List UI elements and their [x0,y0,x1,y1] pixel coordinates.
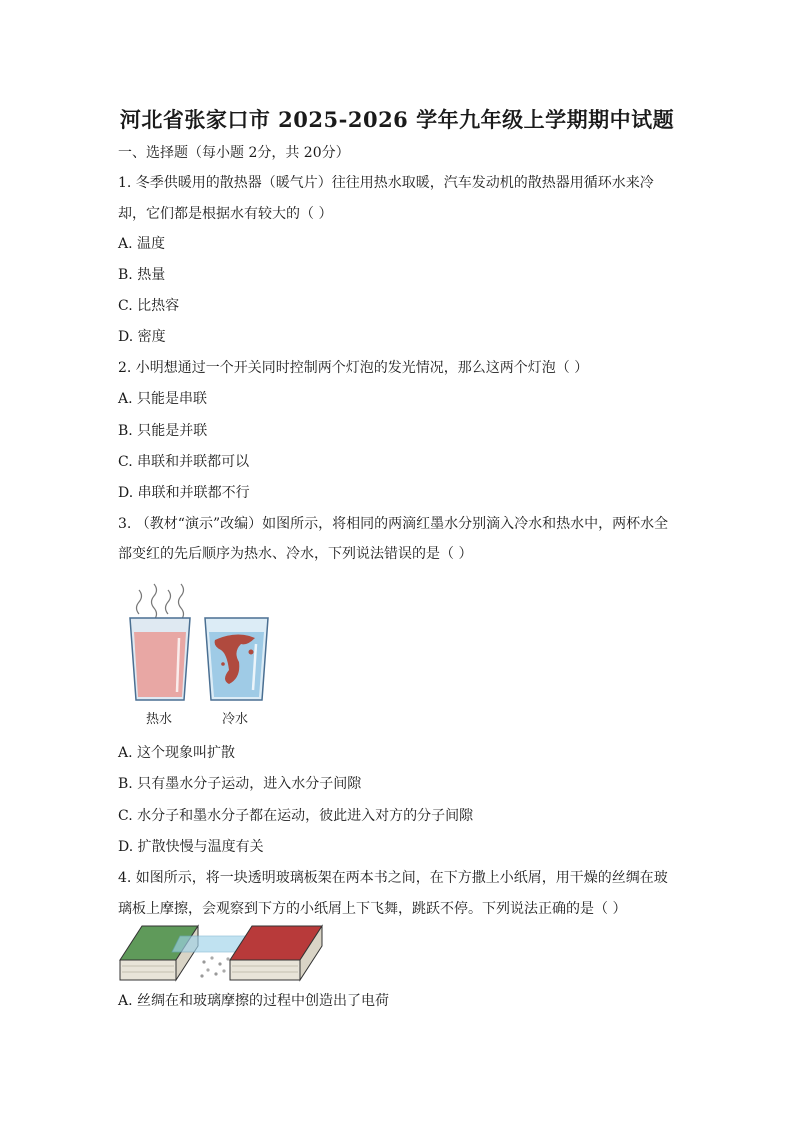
books-glass-figure [118,922,328,984]
page-title: 河北省张家口市 2025-2026 学年九年级上学期期中试题 [119,107,675,132]
q3-option-d: D. 扩散快慢与温度有关 [118,839,264,855]
q2-option-a: A. 只能是串联 [118,391,208,407]
q3-stem-line2: 部变红的先后顺序为热水、冷水，下列说法错误的是（ ） [118,546,473,562]
q4-stem-line1: 4. 如图所示，将一块透明玻璃板架在两本书之间，在下方撒上小纸屑，用干燥的丝绸在玻 [118,870,668,886]
q3-stem-line1: 3. （教材“演示”改编）如图所示，将相同的两滴红墨水分别滴入冷水和热水中，两杯水全 [118,516,669,532]
section-heading: 一、选择题（每小题 2分，共 20分） [118,145,350,161]
hot-water-label: 热水 [146,712,173,727]
q4-stem-line2: 璃板上摩擦，会观察到下方的小纸屑上下飞舞，跳跃不停。下列说法正确的是（ ） [118,901,627,917]
q1-option-c: C. 比热容 [118,298,180,314]
q2-stem-line1: 2. 小明想通过一个开关同时控制两个灯泡的发光情况，那么这两个灯泡（ ） [118,360,589,376]
q4-option-a: A. 丝绸在和玻璃摩擦的过程中创造出了电荷 [118,993,390,1009]
q1-stem-line1: 1. 冬季供暖用的散热器（暖气片）往往用热水取暖，汽车发动机的散热器用循环水来冷 [118,175,654,191]
q2-option-b: B. 只能是并联 [118,423,208,439]
q2-option-c: C. 串联和并联都可以 [118,454,250,470]
q3-option-a: A. 这个现象叫扩散 [118,745,236,761]
q1-option-d: D. 密度 [118,329,166,345]
beakers-figure [125,580,285,710]
q3-option-b: B. 只有墨水分子运动，进入水分子间隙 [118,776,362,792]
q1-option-b: B. 热量 [118,267,166,283]
cold-water-label: 冷水 [222,712,249,727]
q3-option-c: C. 水分子和墨水分子都在运动，彼此进入对方的分子间隙 [118,808,474,824]
q1-option-a: A. 温度 [118,236,166,252]
q2-option-d: D. 串联和并联都不行 [118,485,250,501]
q1-stem-line2: 却，它们都是根据水有较大的（ ） [118,206,333,222]
